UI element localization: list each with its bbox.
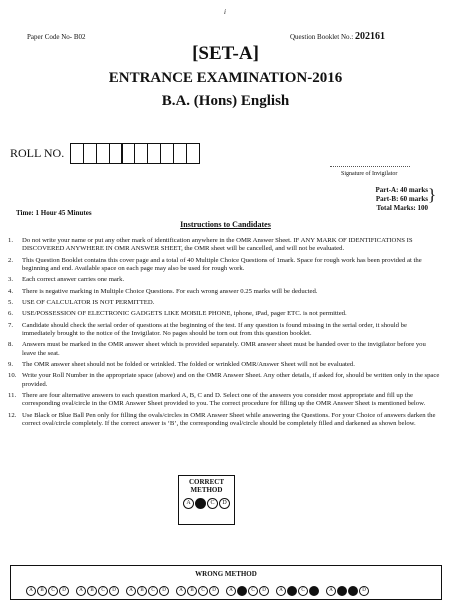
roll-label: ROLL NO. [10, 146, 65, 160]
paper-code: Paper Code No- B02 [27, 33, 86, 41]
instruction-text: There are four alternative answers to each question marked A, B, C and D. Select one of the answers you consider most appropriate and fill up the corresponding oval/circle in the OMR Answer Sheet provided to you. The correct procedure for filling up the OMR Answer Sheet is mentioned below. [22, 391, 426, 408]
instruction-item [8, 372, 440, 388]
instruction-item [8, 310, 440, 318]
option-circle: D [109, 586, 119, 596]
instruction-item [8, 257, 440, 273]
correct-method-label: CORRECT METHOD [188, 478, 224, 494]
option-circle: D [159, 586, 169, 596]
wrong-method-box [10, 565, 442, 600]
instruction-number: 10. [8, 372, 17, 380]
booklet-label: Question Booklet No.: [290, 33, 354, 41]
option-circle: D [59, 586, 69, 596]
course-title: B.A. (Hons) English [161, 93, 290, 109]
option-circle: C [148, 586, 158, 596]
part-a-marks: Part-A: 40 marks [375, 186, 428, 194]
total-marks: Total Marks: 100 [376, 204, 428, 212]
roll-number-row [10, 143, 198, 164]
instructions-title: Instructions to Candidates [180, 220, 271, 229]
correct-options [179, 498, 234, 509]
option-circle: B [237, 586, 247, 596]
handwritten-mark: i [224, 8, 226, 16]
instruction-number: 7. [8, 321, 14, 329]
option-circle: B [137, 586, 147, 596]
option-circle: D [309, 586, 319, 596]
signature-label: Signature of Invigilator [341, 171, 398, 177]
correct-method-box [178, 475, 235, 525]
roll-boxes [70, 143, 198, 164]
group-gap [120, 586, 125, 596]
instruction-item [8, 341, 440, 357]
instruction-text: Write your Roll Number in the appropriate space (above) and on the OMR Answer Sheet. Any other details, if asked for, should be written only in the space provided. [22, 372, 440, 388]
option-circle: C [248, 586, 258, 596]
instruction-text: USE OF CALCULATOR IS NOT PERMITTED. [22, 298, 155, 306]
group-gap [220, 586, 225, 596]
option-circle: A [183, 498, 194, 509]
option-circle: B [195, 498, 206, 509]
instruction-number: 4. [8, 287, 14, 295]
instruction-text: Do not write your name or put any other mark of identification anywhere in the OMR Answer Sheet. IF ANY MARK OF IDENTIFICATIONS IS DISCOVERED ANYWHERE IN OMR ANSWER SHEET, the OMR sheet will be cancelled, and will not be evaluated. [22, 237, 413, 253]
option-circle: C [348, 586, 358, 596]
instruction-text: There is negative marking in Multiple Choice Questions. For each wrong answer 0.25 marks will be deducted. [22, 287, 318, 295]
booklet-number [290, 31, 385, 42]
option-circle: C [198, 586, 208, 596]
instructions-list [8, 237, 440, 431]
instruction-text: USE/POSSESSION OF ELECTRONIC GADGETS LIKE MOBILE PHONE, iphone, iPad, pager ETC. is not permitted. [22, 310, 347, 318]
instruction-text: Each correct answer carries one mark. [22, 276, 125, 284]
option-circle: C [98, 586, 108, 596]
group-gap [270, 586, 275, 596]
option-circle: B [87, 586, 97, 596]
instruction-item [8, 392, 440, 408]
instruction-number: 3. [8, 276, 14, 284]
group-gap [320, 586, 325, 596]
brace: } [428, 185, 437, 204]
instruction-item [8, 412, 440, 428]
wrong-method-label: WRONG METHOD [195, 570, 257, 578]
instruction-number: 11. [8, 391, 17, 399]
set-title: [SET-A] [192, 43, 259, 64]
option-circle: B [287, 586, 297, 596]
instruction-number: 2. [8, 256, 14, 264]
instruction-number: 1. [8, 237, 14, 244]
option-circle: B [37, 586, 47, 596]
instruction-text: Use Black or Blue Ball Pen only for filling the ovals/circles in OMR Answer Sheet while answering the Questions. For your Choice of answers darken the correct oval/circle completely. If the correct answer is ‘B’, the corresponding oval/circle should be completely filled and darkened as shown below. [22, 411, 436, 427]
option-circle: A [176, 586, 186, 596]
signature-line [330, 166, 410, 167]
instruction-item [8, 299, 440, 307]
option-circle: A [26, 586, 36, 596]
option-circle: D [209, 586, 219, 596]
option-circle: A [326, 586, 336, 596]
instruction-item [8, 361, 440, 369]
instruction-item [8, 276, 440, 284]
group-gap [70, 586, 75, 596]
part-b-marks: Part-B: 60 marks [375, 195, 428, 203]
instruction-number: 12. [8, 411, 17, 419]
time-limit: Time: 1 Hour 45 Minutes [16, 209, 92, 217]
option-circle: A [276, 586, 286, 596]
option-circle: A [76, 586, 86, 596]
booklet-value: 202161 [354, 31, 385, 42]
instruction-number: 8. [8, 341, 14, 349]
marks-block [340, 186, 428, 213]
option-circle: B [187, 586, 197, 596]
option-circle: C [298, 586, 308, 596]
instruction-text: Answers must be marked in the OMR answer sheet which is provided separately. OMR answer sheet must be handed over to the invigilator before you leave the seat. [22, 341, 426, 357]
wrong-options [26, 586, 441, 596]
instruction-number: 6. [8, 310, 14, 318]
option-circle: D [359, 586, 369, 596]
instruction-text: Candidate should check the serial order of questions at the beginning of the test. If any question is found missing in the serial order, it should be immediately brought to the notice of the Invigilator. No pages should be torn out from this question booklet. [22, 321, 407, 337]
roll-digit-box [186, 143, 200, 164]
option-circle: B [337, 586, 347, 596]
instruction-item [8, 322, 440, 338]
instruction-item [8, 288, 440, 296]
instruction-item [8, 237, 440, 253]
option-circle: D [259, 586, 269, 596]
option-circle: A [126, 586, 136, 596]
instruction-number: 5. [8, 298, 14, 306]
instruction-number: 9. [8, 360, 14, 368]
instruction-text: This Question Booklet contains this cover page and a total of 40 Multiple Choice Questions of 1mark. Space for rough work has been provided at the beginning and end. Available space on each page may also be used for rough work. [22, 256, 422, 272]
instruction-text: The OMR answer sheet should not be folded or wrinkled. The folded or wrinkled OMR/Answer Sheet will not be evaluated. [22, 360, 355, 368]
option-circle: A [226, 586, 236, 596]
exam-title: ENTRANCE EXAMINATION-2016 [108, 70, 343, 86]
group-gap [170, 586, 175, 596]
option-circle: C [207, 498, 218, 509]
option-circle: D [219, 498, 230, 509]
option-circle: C [48, 586, 58, 596]
